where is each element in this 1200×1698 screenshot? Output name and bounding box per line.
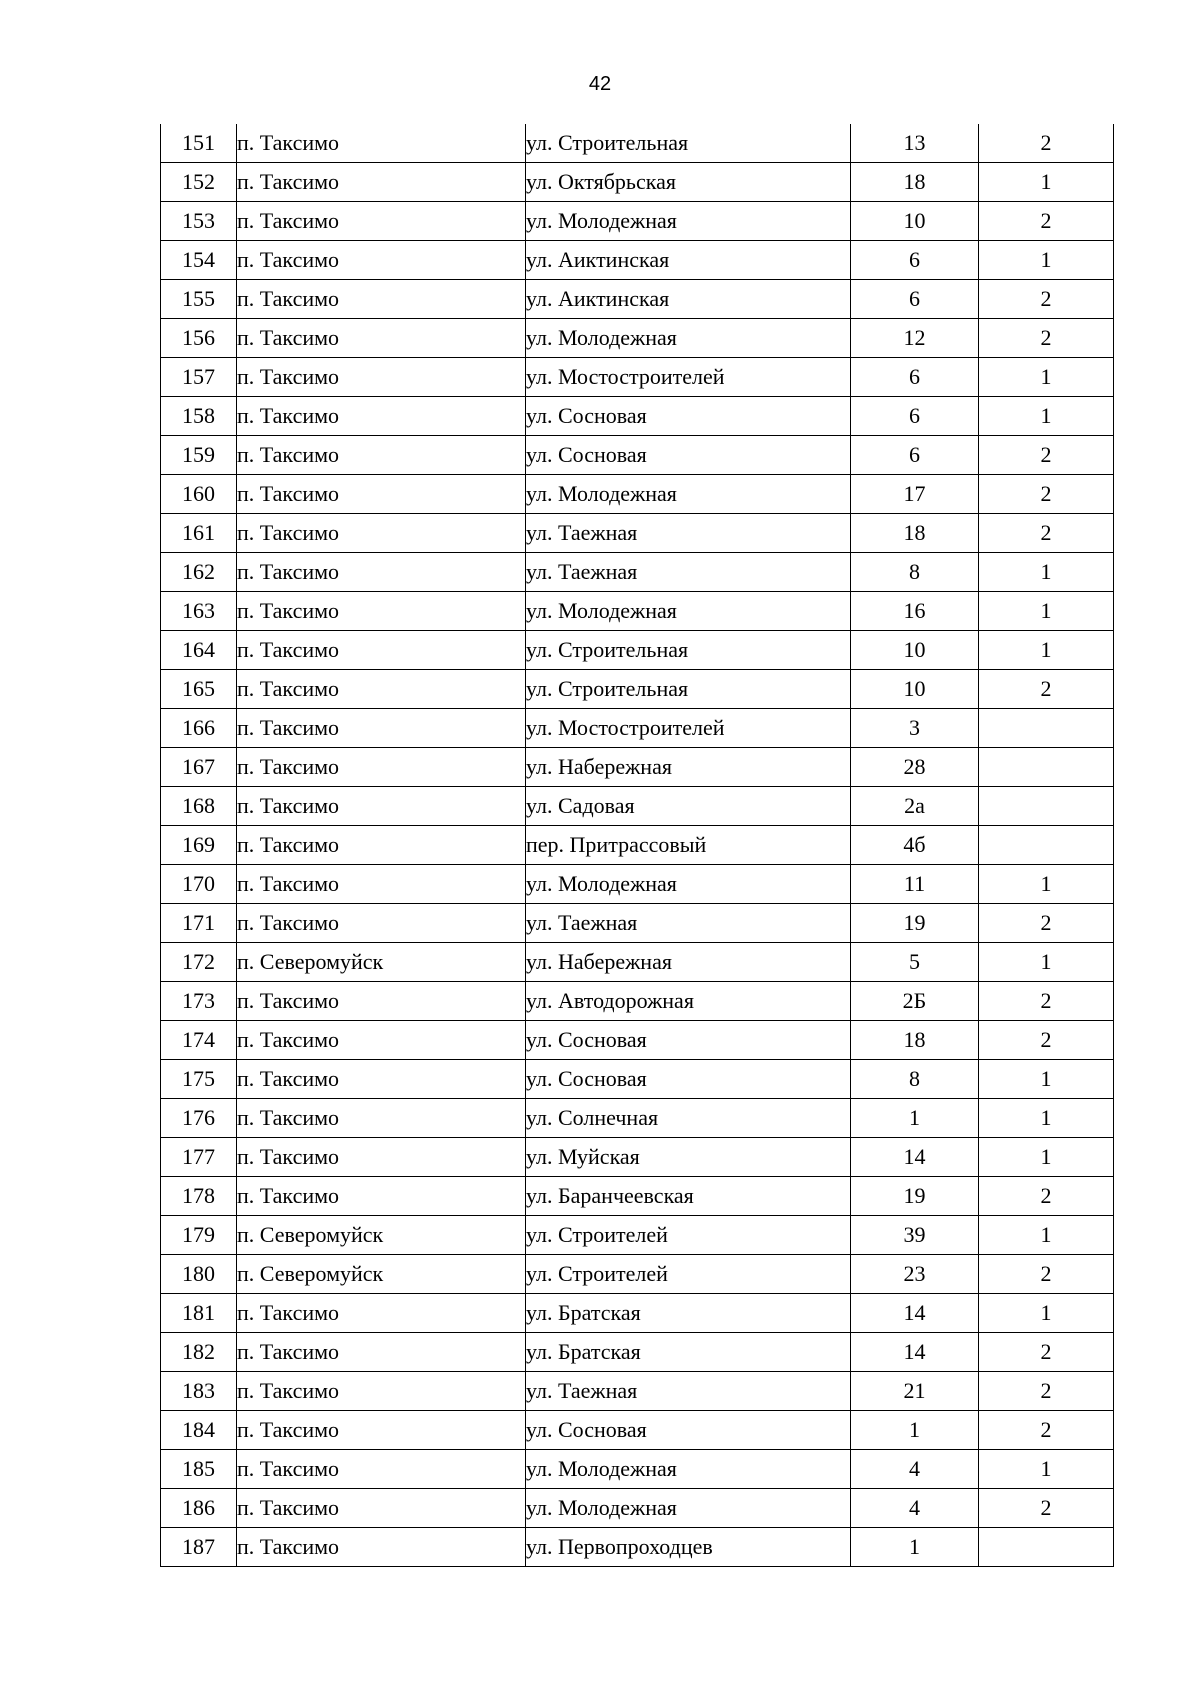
apartment-cell: 2 [979,982,1114,1021]
house-number-cell: 4 [851,1489,979,1528]
street-cell: ул. Строительная [526,670,851,709]
apartment-cell: 2 [979,436,1114,475]
street-cell: ул. Сосновая [526,1060,851,1099]
table-row [161,124,1114,163]
house-number-cell: 8 [851,553,979,592]
apartment-cell: 2 [979,1411,1114,1450]
row-number-cell: 151 [161,124,237,163]
street-cell: ул. Молодежная [526,592,851,631]
street-cell: ул. Таежная [526,553,851,592]
locality-cell: п. Таксимо [237,982,526,1021]
house-number-cell: 6 [851,358,979,397]
row-number-cell: 184 [161,1411,237,1450]
house-number-cell: 14 [851,1333,979,1372]
row-number-cell: 170 [161,865,237,904]
locality-cell: п. Таксимо [237,1372,526,1411]
locality-cell: п. Таксимо [237,904,526,943]
row-number-cell: 178 [161,1177,237,1216]
apartment-cell: 2 [979,1255,1114,1294]
apartment-cell: 1 [979,397,1114,436]
apartment-cell: 1 [979,241,1114,280]
street-cell: ул. Октябрьская [526,163,851,202]
street-cell: ул. Молодежная [526,475,851,514]
apartment-cell: 1 [979,1216,1114,1255]
street-cell: ул. Автодорожная [526,982,851,1021]
row-number-cell: 180 [161,1255,237,1294]
row-number-cell: 164 [161,631,237,670]
street-cell: ул. Таежная [526,514,851,553]
street-cell: ул. Молодежная [526,1489,851,1528]
locality-cell: п. Таксимо [237,1411,526,1450]
locality-cell: п. Таксимо [237,670,526,709]
street-cell: ул. Набережная [526,943,851,982]
apartment-cell: 1 [979,358,1114,397]
table-row [161,592,1114,631]
street-cell: ул. Таежная [526,904,851,943]
row-number-cell: 185 [161,1450,237,1489]
house-number-cell: 10 [851,202,979,241]
row-number-cell: 162 [161,553,237,592]
table-row [161,787,1114,826]
house-number-cell: 39 [851,1216,979,1255]
table-row [161,1450,1114,1489]
table-row [161,1099,1114,1138]
street-cell: ул. Муйская [526,1138,851,1177]
apartment-cell: 2 [979,670,1114,709]
row-number-cell: 153 [161,202,237,241]
house-number-cell: 1 [851,1099,979,1138]
apartment-cell: 1 [979,865,1114,904]
house-number-cell: 6 [851,241,979,280]
row-number-cell: 157 [161,358,237,397]
row-number-cell: 159 [161,436,237,475]
apartment-cell: 2 [979,202,1114,241]
apartment-cell: 1 [979,631,1114,670]
table-row [161,1528,1114,1567]
row-number-cell: 166 [161,709,237,748]
locality-cell: п. Таксимо [237,553,526,592]
apartment-cell: 1 [979,1294,1114,1333]
apartment-cell: 1 [979,1450,1114,1489]
locality-cell: п. Таксимо [237,163,526,202]
locality-cell: п. Таксимо [237,1138,526,1177]
table-row [161,1411,1114,1450]
apartment-cell: 2 [979,280,1114,319]
house-number-cell: 28 [851,748,979,787]
row-number-cell: 173 [161,982,237,1021]
table-row [161,358,1114,397]
row-number-cell: 175 [161,1060,237,1099]
street-cell: ул. Братская [526,1294,851,1333]
table-row [161,982,1114,1021]
table-row [161,1372,1114,1411]
row-number-cell: 167 [161,748,237,787]
row-number-cell: 171 [161,904,237,943]
street-cell: ул. Сосновая [526,1411,851,1450]
locality-cell: п. Таксимо [237,826,526,865]
house-number-cell: 10 [851,670,979,709]
house-number-cell: 2Б [851,982,979,1021]
table-row [161,631,1114,670]
locality-cell: п. Таксимо [237,1060,526,1099]
street-cell: ул. Первопроходцев [526,1528,851,1567]
locality-cell: п. Таксимо [237,436,526,475]
house-number-cell: 5 [851,943,979,982]
street-cell: ул. Молодежная [526,319,851,358]
house-number-cell: 19 [851,904,979,943]
locality-cell: п. Таксимо [237,475,526,514]
table-row [161,1060,1114,1099]
locality-cell: п. Таксимо [237,1333,526,1372]
row-number-cell: 156 [161,319,237,358]
street-cell: ул. Сосновая [526,436,851,475]
house-number-cell: 13 [851,124,979,163]
table-row [161,1255,1114,1294]
house-number-cell: 4б [851,826,979,865]
house-number-cell: 19 [851,1177,979,1216]
row-number-cell: 154 [161,241,237,280]
house-number-cell: 6 [851,436,979,475]
table-row [161,163,1114,202]
street-cell: ул. Садовая [526,787,851,826]
table-row [161,397,1114,436]
house-number-cell: 6 [851,397,979,436]
house-number-cell: 3 [851,709,979,748]
address-table-body [161,124,1114,1567]
locality-cell: п. Таксимо [237,397,526,436]
row-number-cell: 163 [161,592,237,631]
apartment-cell: 2 [979,475,1114,514]
locality-cell: п. Таксимо [237,1021,526,1060]
row-number-cell: 155 [161,280,237,319]
locality-cell: п. Таксимо [237,1099,526,1138]
locality-cell: п. Таксимо [237,631,526,670]
street-cell: ул. Сосновая [526,1021,851,1060]
house-number-cell: 12 [851,319,979,358]
locality-cell: п. Таксимо [237,748,526,787]
locality-cell: п. Таксимо [237,124,526,163]
street-cell: ул. Строительная [526,631,851,670]
house-number-cell: 18 [851,514,979,553]
table-row [161,1489,1114,1528]
street-cell: ул. Сосновая [526,397,851,436]
street-cell: ул. Строителей [526,1255,851,1294]
table-row [161,943,1114,982]
street-cell: пер. Притрассовый [526,826,851,865]
page-number: 42 [588,73,612,95]
locality-cell: п. Таксимо [237,241,526,280]
apartment-cell: 2 [979,514,1114,553]
table-row [161,436,1114,475]
row-number-cell: 181 [161,1294,237,1333]
apartment-cell: 2 [979,1177,1114,1216]
table-row [161,319,1114,358]
locality-cell: п. Таксимо [237,319,526,358]
street-cell: ул. Братская [526,1333,851,1372]
row-number-cell: 169 [161,826,237,865]
row-number-cell: 158 [161,397,237,436]
house-number-cell: 14 [851,1138,979,1177]
locality-cell: п. Таксимо [237,1177,526,1216]
table-row [161,241,1114,280]
table-row [161,709,1114,748]
locality-cell: п. Таксимо [237,1528,526,1567]
house-number-cell: 10 [851,631,979,670]
row-number-cell: 165 [161,670,237,709]
apartment-cell: 1 [979,163,1114,202]
street-cell: ул. Аиктинская [526,241,851,280]
street-cell: ул. Набережная [526,748,851,787]
locality-cell: п. Таксимо [237,1489,526,1528]
street-cell: ул. Молодежная [526,1450,851,1489]
locality-cell: п. Таксимо [237,358,526,397]
apartment-cell [979,1528,1114,1567]
table-row [161,280,1114,319]
table-row [161,748,1114,787]
row-number-cell: 176 [161,1099,237,1138]
row-number-cell: 179 [161,1216,237,1255]
house-number-cell: 14 [851,1294,979,1333]
apartment-cell: 2 [979,1021,1114,1060]
house-number-cell: 18 [851,1021,979,1060]
table-row [161,826,1114,865]
apartment-cell: 1 [979,592,1114,631]
street-cell: ул. Молодежная [526,865,851,904]
apartment-cell [979,748,1114,787]
apartment-cell: 2 [979,1372,1114,1411]
address-table [160,124,1114,1567]
row-number-cell: 182 [161,1333,237,1372]
apartment-cell: 1 [979,553,1114,592]
locality-cell: п. Таксимо [237,592,526,631]
row-number-cell: 174 [161,1021,237,1060]
apartment-cell: 2 [979,319,1114,358]
row-number-cell: 152 [161,163,237,202]
locality-cell: п. Северомуйск [237,943,526,982]
street-cell: ул. Баранчеевская [526,1177,851,1216]
table-row [161,670,1114,709]
locality-cell: п. Северомуйск [237,1255,526,1294]
apartment-cell: 1 [979,1060,1114,1099]
apartment-cell: 2 [979,124,1114,163]
locality-cell: п. Таксимо [237,202,526,241]
apartment-cell [979,709,1114,748]
street-cell: ул. Молодежная [526,202,851,241]
locality-cell: п. Северомуйск [237,1216,526,1255]
apartment-cell: 2 [979,1333,1114,1372]
apartment-cell: 2 [979,904,1114,943]
row-number-cell: 183 [161,1372,237,1411]
row-number-cell: 187 [161,1528,237,1567]
table-row [161,1333,1114,1372]
house-number-cell: 1 [851,1411,979,1450]
row-number-cell: 177 [161,1138,237,1177]
row-number-cell: 172 [161,943,237,982]
house-number-cell: 4 [851,1450,979,1489]
table-row [161,865,1114,904]
street-cell: ул. Таежная [526,1372,851,1411]
table-row [161,202,1114,241]
house-number-cell: 23 [851,1255,979,1294]
table-row [161,553,1114,592]
locality-cell: п. Таксимо [237,709,526,748]
apartment-cell: 1 [979,1099,1114,1138]
house-number-cell: 8 [851,1060,979,1099]
row-number-cell: 160 [161,475,237,514]
apartment-cell: 1 [979,943,1114,982]
house-number-cell: 11 [851,865,979,904]
locality-cell: п. Таксимо [237,1450,526,1489]
apartment-cell: 1 [979,1138,1114,1177]
house-number-cell: 2а [851,787,979,826]
street-cell: ул. Строительная [526,124,851,163]
locality-cell: п. Таксимо [237,865,526,904]
locality-cell: п. Таксимо [237,1294,526,1333]
row-number-cell: 168 [161,787,237,826]
house-number-cell: 18 [851,163,979,202]
table-row [161,1138,1114,1177]
table-row [161,904,1114,943]
house-number-cell: 21 [851,1372,979,1411]
locality-cell: п. Таксимо [237,514,526,553]
house-number-cell: 6 [851,280,979,319]
table-row [161,1021,1114,1060]
apartment-cell: 2 [979,1489,1114,1528]
street-cell: ул. Аиктинская [526,280,851,319]
table-row [161,514,1114,553]
apartment-cell [979,826,1114,865]
house-number-cell: 17 [851,475,979,514]
apartment-cell [979,787,1114,826]
locality-cell: п. Таксимо [237,787,526,826]
table-row [161,1294,1114,1333]
row-number-cell: 161 [161,514,237,553]
table-row [161,1177,1114,1216]
locality-cell: п. Таксимо [237,280,526,319]
street-cell: ул. Строителей [526,1216,851,1255]
street-cell: ул. Мостостроителей [526,358,851,397]
table-row [161,1216,1114,1255]
house-number-cell: 16 [851,592,979,631]
house-number-cell: 1 [851,1528,979,1567]
street-cell: ул. Солнечная [526,1099,851,1138]
street-cell: ул. Мостостроителей [526,709,851,748]
table-row [161,475,1114,514]
row-number-cell: 186 [161,1489,237,1528]
